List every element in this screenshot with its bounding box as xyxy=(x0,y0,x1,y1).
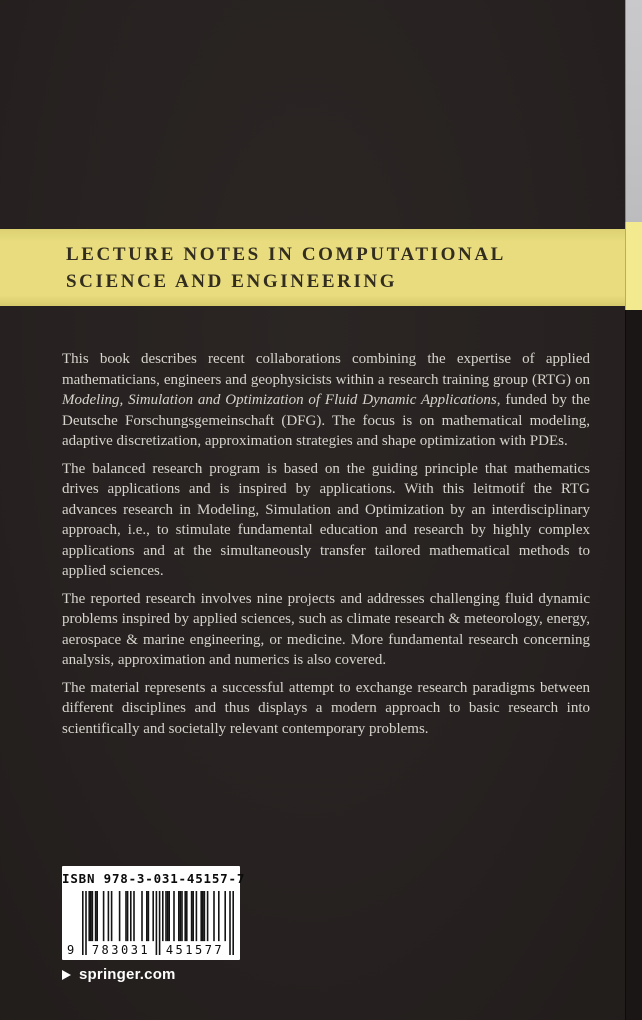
series-title: LECTURE NOTES IN COMPUTATIONAL SCIENCE AND ENGINEERING xyxy=(66,244,505,292)
page-edge-strip-top xyxy=(625,0,642,226)
barcode-digits-left: 783031 xyxy=(91,943,151,957)
barcode-digit-first: 9 xyxy=(67,943,75,957)
blurb-p1-lead: This book describes recent collaborations combining the expertise of applied mathematicians, engineers and geophysicists within a research training group (RTG) on xyxy=(62,351,590,388)
blurb-paragraph-4: The material represents a successful attempt to exchange research paradigms between different disciplines and thus displays a modern approach to basic research into scientifically and societally relevant contemporary problems. xyxy=(62,679,590,737)
barcode-digits-right: 451577 xyxy=(165,943,225,957)
isbn-text: ISBN 978-3-031-45157-7 xyxy=(62,871,246,886)
blurb-paragraph-2: The balanced research program is based on the guiding principle that mathematics drives applications and is inspired by applications. With this leitmotif the RTG advances research in Modeling, Simulation and Optimization by an interdisciplinary approach, i.e., to stimulate fundamental education and research by highly complex applications and at the simultaneously transfer tailored mathematical methods to applied sciences. xyxy=(62,460,590,579)
blurb-paragraph-3: The reported research involves nine projects and addresses challenging fluid dynamic problems inspired by applied sciences, such as climate research & meteorology, energy, aerospace & marine engineering, or medicine. More fundamental research concerning analysis, approximation and numerics is also covered. xyxy=(62,590,590,668)
blurb-p1-tail: , funded by the Deutsche Forschungsgemeinschaft (DFG). The focus is on mathematical modeling, adaptive discretization, approximation strategies and shape optimization with PDEs. xyxy=(62,392,591,449)
blurb-p1-book-title: Modeling, Simulation and Optimization of Fluid Dynamic Applications xyxy=(62,392,497,408)
blurb-paragraph-1 xyxy=(62,349,590,452)
publisher-url: springer.com xyxy=(79,966,176,983)
arrow-right-icon xyxy=(62,970,71,980)
page-edge-strip-bottom xyxy=(625,308,642,1020)
series-band-page-edge xyxy=(625,222,642,310)
publisher-footer xyxy=(62,966,176,983)
barcode-box xyxy=(62,866,246,960)
blurb-text xyxy=(62,349,590,746)
